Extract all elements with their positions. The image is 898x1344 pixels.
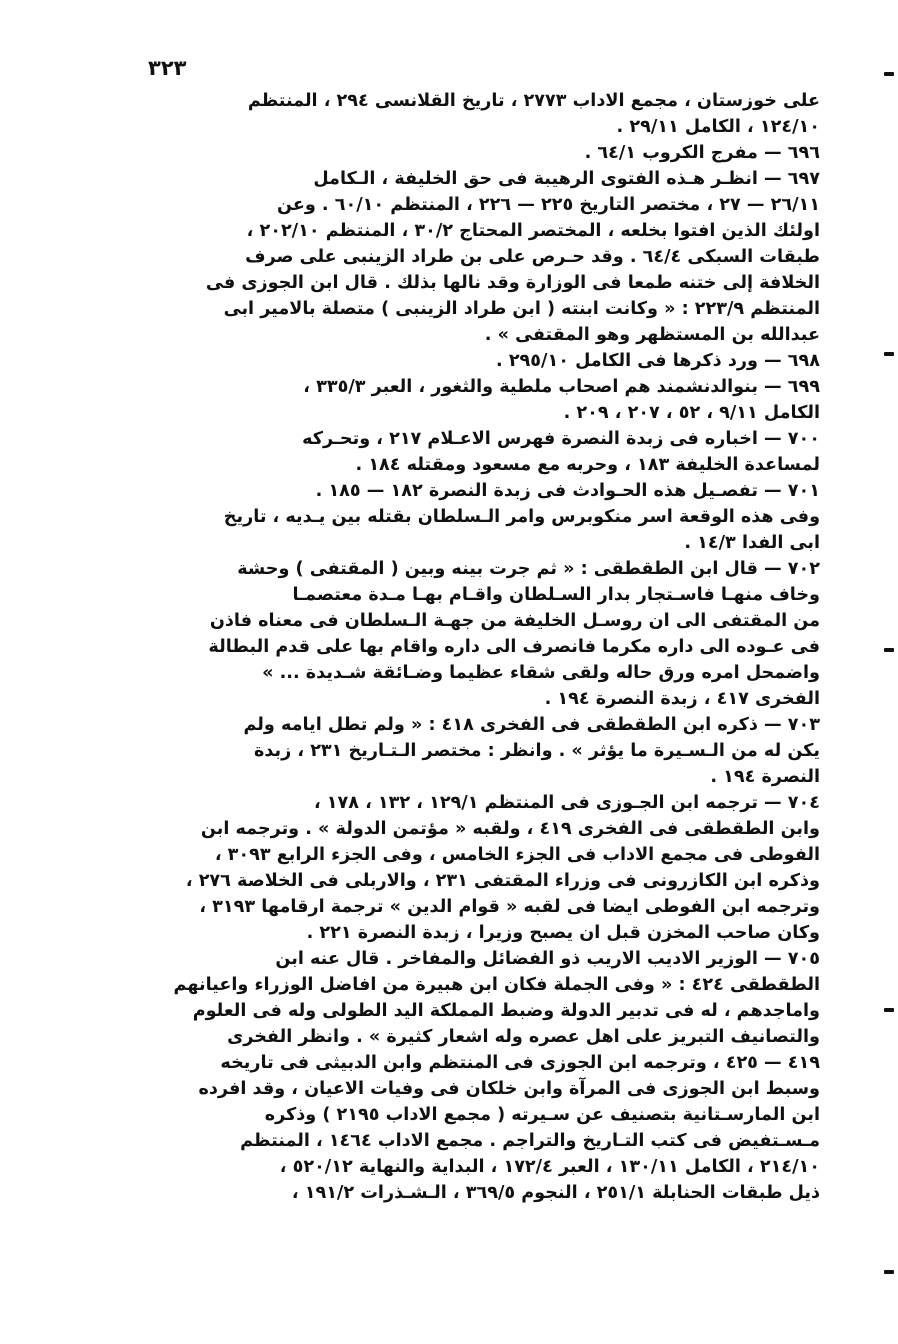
text-line: النصرة ١٩٤ . <box>710 767 820 787</box>
text-line: ذيل طبقات الحنابلة ٢٥١/١ ، النجوم ٣٦٩/٥ ، الـشـذرات ١٩١/٢ ، <box>291 1183 820 1203</box>
text-line: وخاف منهـا فاسـتجار بدار السـلطان واقـام بهـا مـدة معتصمـا <box>292 585 820 605</box>
text-line: ابى الفدا ١٤/٣ . <box>684 533 820 553</box>
scan-edge-mark <box>884 1270 894 1274</box>
text-line: مـسـتفيض فى كتب التـاريخ والتراجم . مجمع الاداب ١٤٦٤ ، المنتظم <box>240 1131 820 1151</box>
text-line: واماجدهم ، له فى تدبير الدولة وضبط المملكة اليد الطولى وله فى العلوم <box>192 1001 820 1021</box>
text-line: وذكره ابن الكازرونى فى وزراء المقتفى ٢٣١ ، والاربلى فى الخلاصة ٢٧٦ ، <box>185 871 820 891</box>
footnotes-text <box>108 88 820 1232</box>
text-line: ٧٠٥ — الوزير الاديب الاريب ذو الفضائل والمفاخر . قال عنه ابن <box>275 949 820 969</box>
text-line: الخلافة إلى ختنه طمعا فى الوزارة وقد نالها بذلك . قال ابن الجوزى فى <box>205 273 820 293</box>
text-line: ٧٠٢ — قال ابن الطقطقى : « ثم جرت بينه وبين ( المقتفى ) وحشة <box>237 559 820 579</box>
text-line: يكن له من الـسـيرة ما يؤثر » . وانظر : مختصر الـتـاريخ ٢٣١ ، زبدة <box>253 741 820 761</box>
scan-edge-mark <box>884 72 894 76</box>
text-line: وكان صاحب المخزن قبل ان يصبح وزيرا ، زبدة النصرة ٢٢١ . <box>306 923 820 943</box>
text-line: وابن الطقطقى فى الفخرى ٤١٩ ، ولقبه « مؤتمن الدولة » . وترجمه ابن <box>200 819 820 839</box>
text-line: الكامل ٩/١١ ، ٥٢ ، ٢٠٧ ، ٢٠٩ . <box>563 403 820 423</box>
text-line: ٦٩٨ — ورد ذكرها فى الكامل ٢٩٥/١٠ . <box>496 351 820 371</box>
text-line: لمساعدة الخليفة ١٨٣ ، وحربه مع مسعود ومقتله ١٨٤ . <box>355 455 820 475</box>
text-line <box>108 1206 820 1232</box>
text-line: وفى هذه الوقعة اسر منكوبرس وامر الـسلطان بقتله بين يـديه ، تاريخ <box>223 507 820 527</box>
text-line: ٤١٩ — ٤٢٥ ، وترجمه ابن الجوزى فى المنتظم وابن الدبيثى فى تاريخه <box>220 1053 820 1073</box>
text-line: على خوزستان ، مجمع الاداب ٢٧٧٣ ، تاريخ القلانسى ٢٩٤ ، المنتظم <box>247 91 820 111</box>
scan-edge-mark <box>884 648 894 652</box>
page-number: ٣٢٣ <box>148 56 187 80</box>
text-line: المنتظم ٢٢٣/٩ : « وكانت ابنته ( ابن طراد الزينبى ) متصلة بالامير ابى <box>223 299 820 319</box>
text-line: ١٢٤/١٠ ، الكامل ٢٩/١١ . <box>616 117 820 137</box>
text-line: ٧٠٣ — ذكره ابن الطقطقى فى الفخرى ٤١٨ : « ولم تطل ايامه ولم <box>243 715 820 735</box>
text-line: ٧٠٠ — اخباره فى زبدة النصرة فهرس الاعـلام ٢١٧ ، وتحـركه <box>302 429 820 449</box>
text-line: اولئك الذين افتوا بخلعه ، المختصر المحتاج ٣٠/٢ ، المنتظم ٢٠٢/١٠ ، <box>246 221 820 241</box>
text-line: من المقتفى الى ان روسـل الخليفة من جهـة الـسلطان فى معناه فاذن <box>209 611 820 631</box>
text-line: ٢٦/١١ — ٢٧ ، مختصر التاريخ ٢٢٥ — ٢٢٦ ، المنتظم ٦٠/١٠ . وعن <box>276 195 820 215</box>
text-line: فى عـوده الى داره مكرما فانصرف الى داره واقام بها على قدم البطالة <box>208 637 820 657</box>
text-line: ٧٠١ — تفصـيل هذه الحـوادث فى زبدة النصرة ١٨٢ — ١٨٥ . <box>315 481 820 501</box>
text-line: ابن المارسـتانية بتصنيف عن سـيرته ( مجمع الاداب ٢١٩٥ ) وذكره <box>264 1105 820 1125</box>
text-line: وسبط ابن الجوزى فى المرآة وابن خلكان فى وفيات الاعيان ، وقد افرده <box>198 1079 820 1099</box>
text-line: والتصانيف التبريز على اهل عصره وله اشعار كثيرة » . وانظر الفخرى <box>227 1027 820 1047</box>
scan-edge-mark <box>884 352 894 356</box>
text-line: الفخرى ٤١٧ ، زبدة النصرة ١٩٤ . <box>544 689 820 709</box>
text-line: ٦٩٦ — مفرج الكروب ٦٤/١ . <box>584 143 820 163</box>
text-line: ٢١٤/١٠ ، الكامل ١٣٠/١١ ، العبر ١٧٢/٤ ، البداية والنهاية ٥٢٠/١٢ ، <box>279 1157 820 1177</box>
text-line: وترجمه ابن الفوطى ايضا فى لقبه « قوام الدين » ترجمة ارقامها ٣١٩٣ ، <box>199 897 820 917</box>
text-line: ٦٩٧ — انظـر هـذه الفتوى الرهيبة فى حق الخليفة ، الـكامل <box>313 169 820 189</box>
text-line: ٧٠٤ — ترجمه ابن الجـوزى فى المنتظم ١٢٩/١ ، ١٣٢ ، ١٧٨ ، <box>313 793 820 813</box>
scan-edge-mark <box>884 1008 894 1012</box>
text-line: طبقات السبكى ٦٤/٤ . وقد حـرص على بن طراد الزينبى على صرف <box>245 247 820 267</box>
text-line: ٦٩٩ — بنوالدنشمند هم اصحاب ملطية والثغور ، العبر ٣٣٥/٣ ، <box>303 377 820 397</box>
text-line: الفوطى فى مجمع الاداب فى الجزء الخامس ، وفى الجزء الرابع ٣٠٩٣ ، <box>214 845 820 865</box>
text-line: عبدالله بن المستظهر وهو المقتفى » . <box>484 325 820 345</box>
text-line: الطقطقى ٤٢٤ : « وفى الجملة فكان ابن هبيرة من افاضل الوزراء واعيانهم <box>173 975 820 995</box>
text-line: واضمحل امره ورق حاله ولقى شقاء عظيما وضـائقة شـديدة ... » <box>262 663 820 683</box>
